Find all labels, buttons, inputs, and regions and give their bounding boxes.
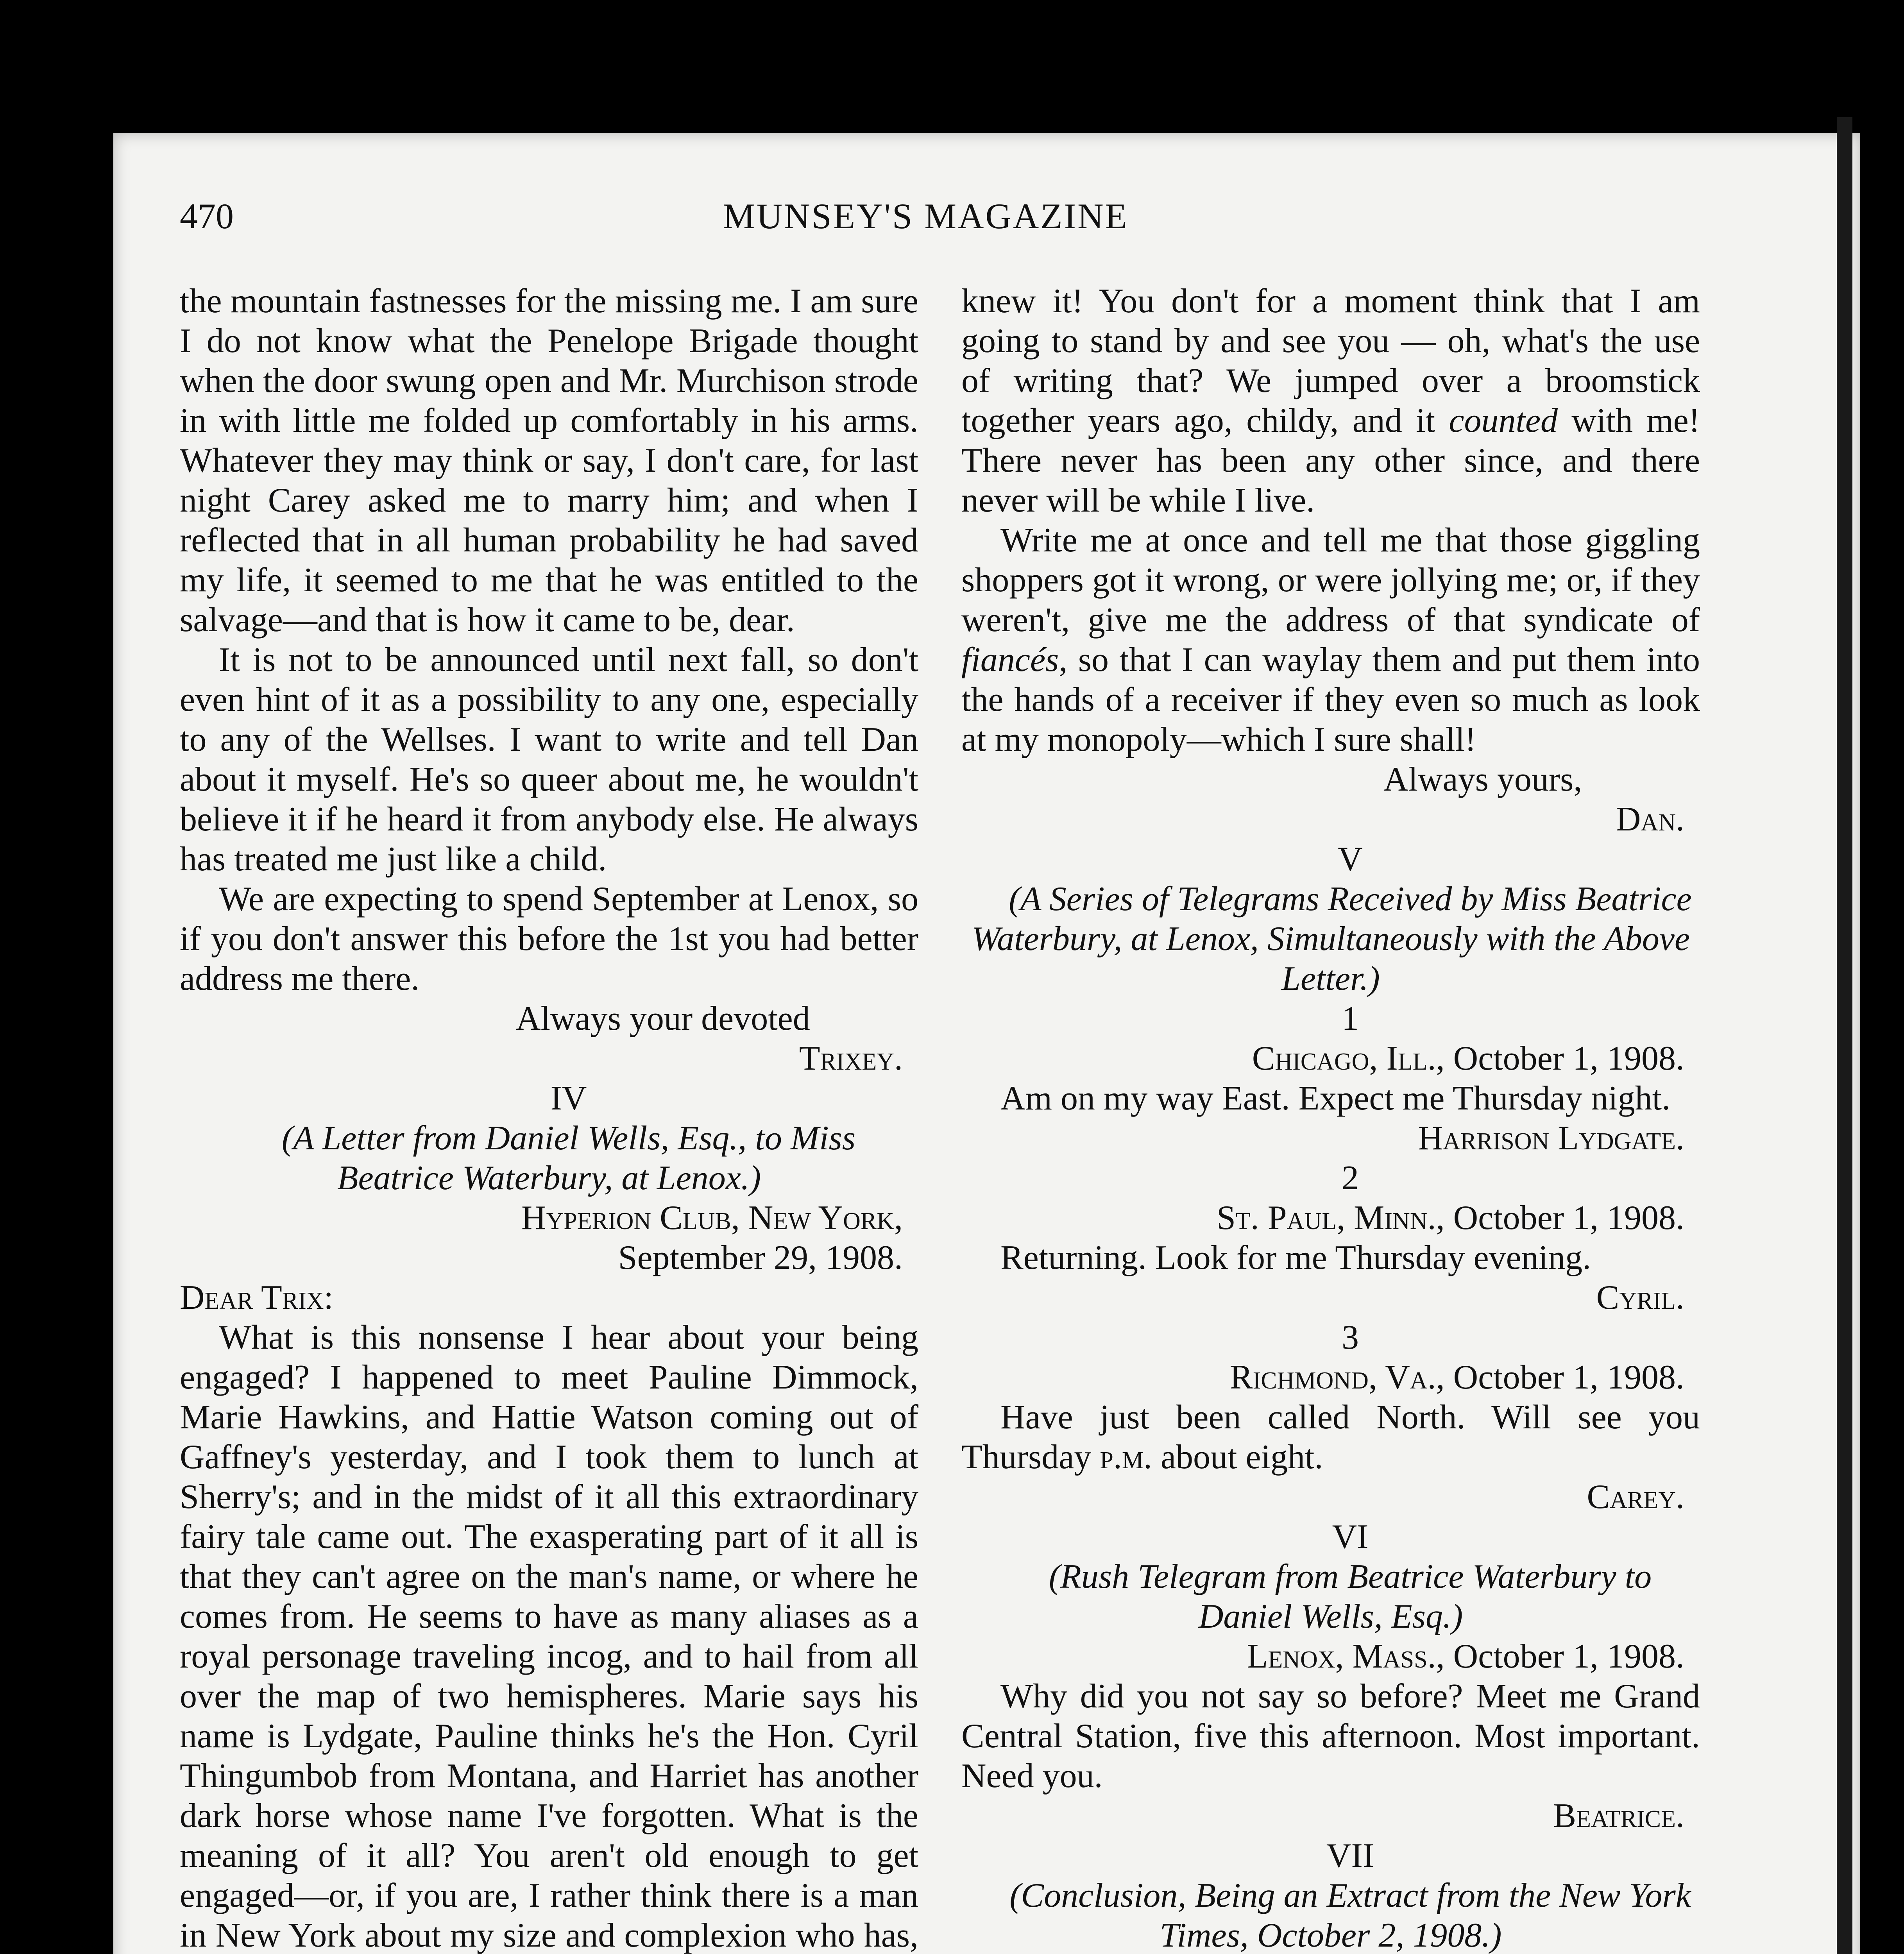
section-heading: IV — [550, 1079, 587, 1117]
text-run: p.m. — [1100, 1438, 1152, 1476]
paragraph — [961, 281, 1700, 521]
emphasis: fiancés, — [961, 641, 1068, 679]
dateline-date: October 1, 1908. — [1453, 1199, 1684, 1237]
telegram-signature: Carey. — [1587, 1478, 1684, 1516]
paragraph: What is this nonsense I hear about your being engaged? I happened to meet Pauline Dimmock, Marie Hawkins, and Hattie Watson coming out of Gaffney's yesterday, and I took them to lunch at Sherry's; and in the midst of it all this extraordinary fairy tale came out. The exasperating part of it all is that they can't agree on the man's name, or where he comes from. He seems to have as many aliases as a royal personage traveling incog, and to hail from all over the map of two hemispheres. Marie says his name is Lydgate, Pauline thinks he's the Hon. Cyril Thingumbob from Montana, and Harriet has another dark horse whose name I've forgotten. What is the meaning of it all? You aren't old enough to get engaged—or, if you are, I rather think there is a man in New York about my size and complexion who has, — [180, 1319, 918, 1954]
section-heading: VII — [1326, 1837, 1374, 1875]
telegram-text: Why did you not say so before? Meet me Grand Central Station, five this afternoon. Most important. Need you. — [961, 1677, 1700, 1795]
telegram-number: 3 — [1342, 1319, 1359, 1356]
text-run: Write me at once and tell me that those giggling shoppers got it wrong, or were jollying me; or, if they weren't, give me the address of that syndicate of — [961, 521, 1700, 639]
dateline-date: October 1, 1908. — [1453, 1040, 1684, 1077]
text-run: about eight. — [1160, 1438, 1323, 1476]
letter-closing: Always your devoted — [516, 1000, 810, 1038]
paragraph — [961, 521, 1700, 760]
text-run: so that I can waylay them and put them into the hands of a receiver if they even so much as look at my monopoly—which I sure shall! — [961, 641, 1700, 759]
telegram-signature: Harrison Lydgate. — [1418, 1119, 1684, 1157]
dateline-date: October 1, 1908. — [1453, 1637, 1684, 1675]
text-run: knew it! You don't for a moment think that I am going to stand by and see you — oh, what's the use of writing that? We jumped over a broomstick together years ago, childy, and it — [961, 282, 1700, 440]
address-line: Hyperion Club, New York, — [521, 1199, 903, 1237]
telegram-number: 1 — [1342, 1000, 1359, 1038]
text-run: Have just been called North. Will see you Thursday — [961, 1398, 1700, 1476]
dateline-place: Chicago, Ill., — [1252, 1040, 1445, 1077]
magazine-page — [113, 133, 1860, 1954]
paragraph: the mountain fastnesses for the missing me. I am sure I do not know what the Penelope Brigade thought when the door swung open and Mr. Murchison strode in with little me folded up comfortably in his arms. Whatever they may think or say, I don't care, for last night Carey asked me to marry him; and when I reflected that in all human probability he had saved my life, it seemed to me that he was entitled to the salvage—and that is how it came to be, dear. — [180, 282, 918, 639]
section-note: (A Series of Telegrams Received by Miss Beatrice Waterbury, at Lenox, Simultaneously with the Above Letter.) — [971, 880, 1692, 998]
section-heading: VI — [1332, 1518, 1369, 1556]
letter-signature: Dan. — [1616, 800, 1684, 838]
telegram-text: Returning. Look for me Thursday evening. — [1000, 1239, 1591, 1277]
section-note: (Conclusion, Being an Extract from the New York Times, October 2, 1908.) — [1009, 1877, 1691, 1954]
paragraph: We are expecting to spend September at Lenox, so if you don't answer this before the 1st you had better address me there. — [180, 880, 918, 998]
address-date: September 29, 1908. — [618, 1239, 903, 1277]
telegram-dateline — [961, 1637, 1700, 1677]
telegram-number: 2 — [1342, 1159, 1359, 1197]
left-column — [180, 281, 918, 1954]
page-header — [180, 195, 1274, 254]
page-edge — [1837, 117, 1852, 1954]
section-note: (A Letter from Daniel Wells, Esq., to Miss Beatrice Waterbury, at Lenox.) — [281, 1119, 856, 1197]
letter-closing: Always yours, — [1383, 760, 1582, 798]
running-head: MUNSEY'S MAGAZINE — [723, 196, 1129, 236]
telegram-signature: Cyril. — [1596, 1279, 1684, 1317]
telegram-dateline — [961, 1358, 1700, 1398]
dateline-date: October 1, 1908. — [1453, 1358, 1684, 1396]
emphasis: counted — [1449, 402, 1558, 440]
telegram-text — [961, 1398, 1700, 1477]
section-heading: V — [1338, 840, 1363, 878]
salutation: Dear Trix: — [180, 1279, 333, 1317]
telegram-dateline — [961, 1039, 1700, 1079]
dateline-place: Lenox, Mass., — [1247, 1637, 1445, 1675]
telegram-signature: Beatrice. — [1553, 1797, 1684, 1835]
letter-signature: Trixey. — [799, 1040, 903, 1077]
paragraph: It is not to be announced until next fall, so don't even hint of it as a possibility to any one, especially to any of the Wellses. I want to write and tell Dan about it myself. He's so queer about me, he wouldn't believe it if he heard it from anybody else. He always has treated me just like a child. — [180, 641, 918, 878]
dateline-place: Richmond, Va., — [1229, 1358, 1445, 1396]
telegram-text: Am on my way East. Expect me Thursday night. — [1000, 1079, 1671, 1117]
section-note: (Rush Telegram from Beatrice Waterbury to Daniel Wells, Esq.) — [1049, 1558, 1652, 1635]
page-number: 470 — [180, 196, 234, 236]
text-run: with me! There never has been any other since, and there never will be while I live. — [961, 402, 1700, 519]
dateline-place: St. Paul, Minn., — [1216, 1199, 1445, 1237]
right-column — [961, 281, 1700, 1954]
telegram-dateline — [961, 1198, 1700, 1238]
